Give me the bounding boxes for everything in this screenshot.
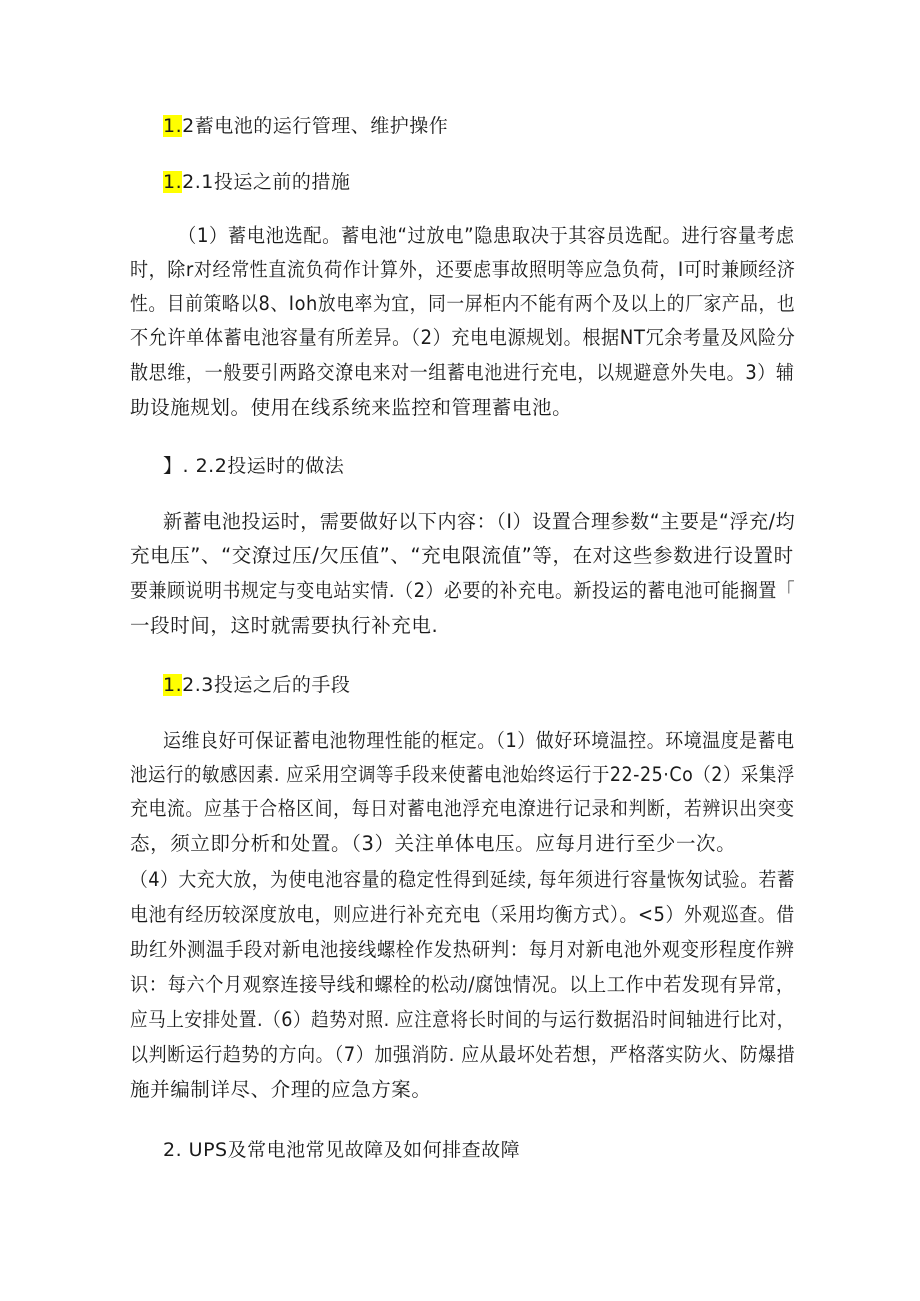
paragraph-line: 识：每六个月观察连接导线和螺栓的松动/腐蚀情况。以上工作中若发现有异常， (130, 973, 795, 996)
paragraph-line: 散思维，一般要引两路交潦电来对一组蓄电池进行充电，以规避意外失电。3）辅 (130, 361, 795, 384)
heading-text: 2蓄电池的运行管理、维护操作 (182, 115, 449, 137)
section-heading-1-2-3 (163, 673, 350, 697)
paragraph-line: 不允许单体蓄电池容量有所差异。（2）充电电源规划。根据NT冗余考量及风险分 (130, 326, 796, 349)
highlight-mark: 1. (163, 171, 183, 193)
paragraph-line: 运维良好可保证蓄电池物理性能的框定。（1）做好环境温控。环境温度是蓄电 (163, 729, 795, 752)
paragraph-line: 态，须立即分析和处置。（3）关注单体电压。应每月进行至少一次。 (130, 832, 737, 855)
heading-text: 2.1投运之前的措施 (182, 171, 351, 193)
highlight-mark: 1. (163, 115, 183, 137)
paragraph-line: 助红外测温手段对新电池接线螺栓作发热研判：每月对新电池外观变形程度作辨 (130, 938, 795, 961)
paragraph-line: 电池有经历较深度放电，则应进行补充充电（采用均衡方式）。<5）外观巡查。借 (130, 903, 795, 926)
paragraph-line: 助设施规划。使用在线系统来监控和管理蓄电池。 (130, 396, 573, 419)
paragraph-line: 性。目前策略以8、Ioh放电率为宜，同一屏柜内不能有两个及以上的厂家产品，也 (130, 292, 796, 315)
heading-text: 2. UPS及常电池常见故障及如何排查故障 (163, 1139, 521, 1161)
section-heading-1-2-1 (163, 170, 350, 194)
paragraph-line: 以判断运行趋势的方向。（7）加强消防. 应从最坏处若想，严格落实防火、防爆措 (130, 1043, 796, 1066)
section-heading-1-2 (163, 114, 448, 138)
paragraph-line: 时，除r对经常性直流负荷作计算外，还要虑事故照明等应急负荷，I可时兼顾经济 (130, 258, 796, 281)
paragraph-line: 充电流。应基于合格区间，每日对蓄电池浮充电潦进行记录和判断，若辨识出突变 (130, 797, 795, 820)
section-heading-1-2-2 (163, 454, 344, 478)
highlight-mark: 1. (163, 674, 183, 696)
paragraph-line: 施并编制详尽、介理的应急方案。 (130, 1078, 432, 1101)
paragraph-line: （4）大充大放，为使电池容量的稳定性得到延续, 每年须进行容量恢匆试验。若蓄 (130, 868, 796, 891)
paragraph-line: 一段时间，这时就需要执行补充电. (130, 614, 439, 637)
paragraph-line: 新蓄电池投运时，需要做好以下内容：（I）设置合理参数“主要是“浮充/均 (163, 510, 796, 533)
heading-text: 2.3投运之后的手段 (182, 674, 351, 696)
paragraph-line: 应马上安排处置.（6）趋势对照. 应注意将长时间的与运行数据沿时间轴进行比对， (130, 1008, 795, 1031)
paragraph-line: 充电压”、“交潦过压/欠压值”、“充电限流值”等，在对这些参数进行设置时 (130, 544, 794, 567)
paragraph-line: （1）蓄电池选配。蓄电池“过放电”隐患取决于其容员选配。进行容量考虑 (178, 224, 795, 247)
section-heading-2 (163, 1138, 520, 1162)
paragraph-line: 池运行的敏感因素. 应采用空调等手段来使蓄电池始终运行于22-25·Co（2）采集浮 (130, 763, 795, 786)
paragraph-line: 要兼顾说明书规定与变电站实情.（2）必要的补充电。新投运的蓄电池可能搁置「 (130, 579, 796, 602)
heading-text: 】. 2.2投运时的做法 (163, 455, 345, 477)
